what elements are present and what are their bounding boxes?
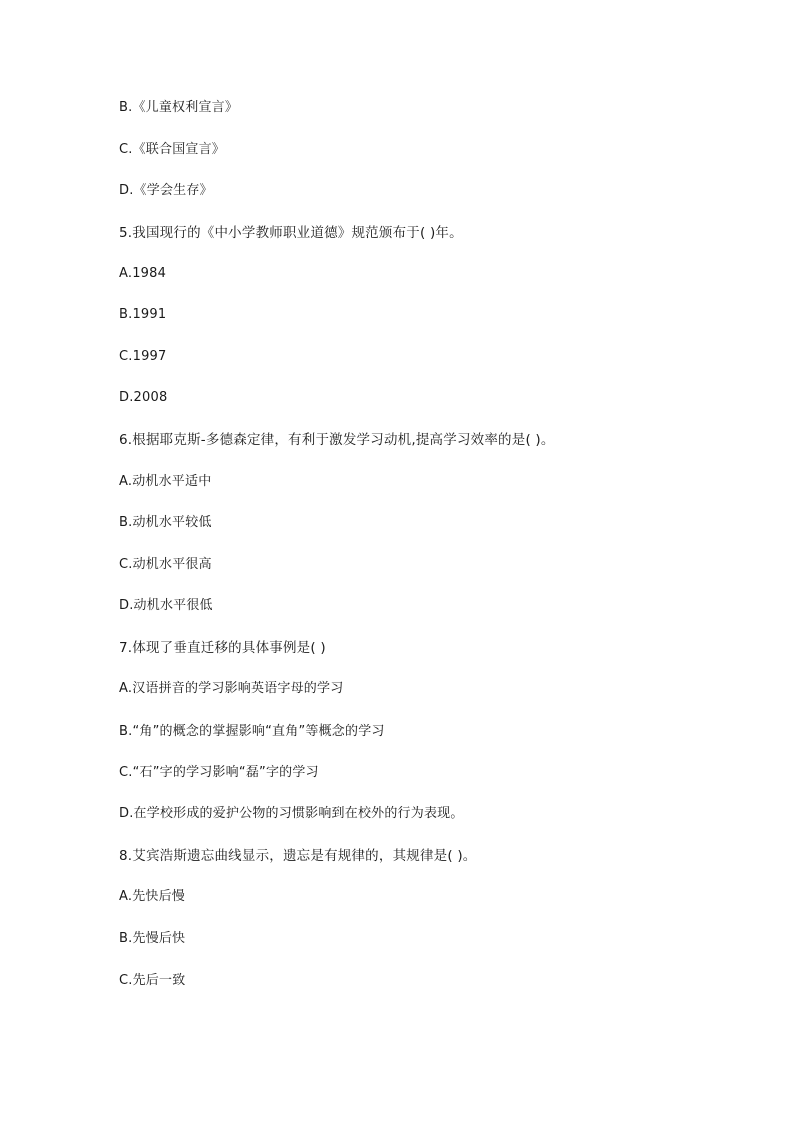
question-7-option-c: C.“石”字的学习影响“磊”字的学习 — [119, 765, 319, 780]
question-7-option-b: B.“角”的概念的掌握影响“直角”等概念的学习 — [119, 724, 385, 739]
question-6-option-c: C.动机水平很高 — [119, 557, 212, 572]
question-6-option-a: A.动机水平适中 — [119, 474, 212, 489]
question-6-option-b: B.动机水平较低 — [119, 515, 212, 530]
question-8-option-a: A.先快后慢 — [119, 889, 185, 904]
question-7-option-a: A.汉语拼音的学习影响英语字母的学习 — [119, 681, 344, 696]
question-5: 5.我国现行的《中小学教师职业道德》规范颁布于( )年。 — [119, 225, 463, 241]
question-6-option-d: D.动机水平很低 — [119, 598, 213, 613]
question-8-option-c: C.先后一致 — [119, 973, 186, 988]
question-5-option-c: C.1997 — [119, 349, 167, 364]
question-5-option-b: B.1991 — [119, 307, 167, 322]
option-d-learning-to-be: D.《学会生存》 — [119, 183, 213, 198]
question-7-option-d: D.在学校形成的爱护公物的习惯影响到在校外的行为表现。 — [119, 806, 464, 821]
question-6: 6.根据耶克斯-多德森定律，有利于激发学习动机,提高学习效率的是( )。 — [119, 432, 555, 448]
option-c-united-nations-declaration: C.《联合国宣言》 — [119, 142, 226, 157]
question-8: 8.艾宾浩斯遗忘曲线显示，遗忘是有规律的，其规律是( )。 — [119, 848, 477, 864]
question-5-option-d: D.2008 — [119, 390, 168, 405]
question-8-option-b: B.先慢后快 — [119, 931, 186, 946]
option-b-childrens-rights-declaration: B.《儿童权利宣言》 — [119, 100, 239, 115]
question-7: 7.体现了垂直迁移的具体事例是( ) — [119, 640, 326, 656]
question-5-option-a: A.1984 — [119, 266, 167, 281]
